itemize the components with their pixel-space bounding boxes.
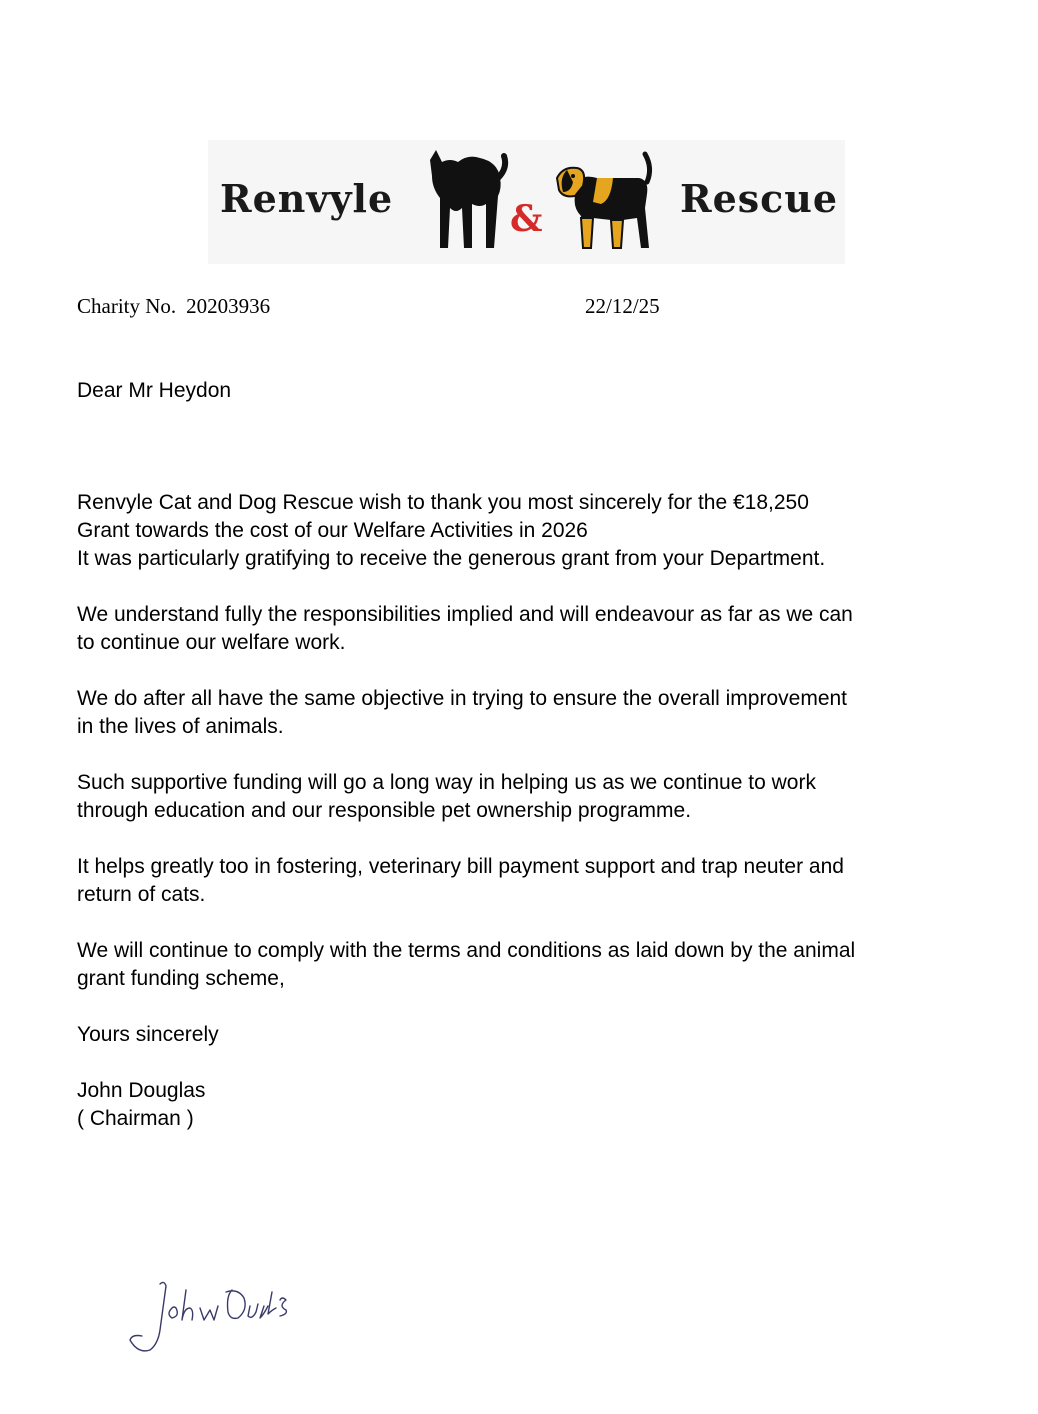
logo-ampersand: &: [510, 198, 543, 240]
logo-word-rescue: Rescue: [680, 176, 839, 221]
salutation: Dear Mr Heydon: [77, 379, 232, 402]
cat-silhouette-icon: [420, 148, 510, 258]
paragraph-compliance: We will continue to comply with the terms and conditions as laid down by the animal grant funding scheme,: [77, 939, 856, 990]
letter-date: 22/12/25: [585, 294, 660, 318]
paragraph-thanks: Renvyle Cat and Dog Rescue wish to thank you most sincerely for the €18,250 Grant towards the cost of our Welfare Activities in 2026 It was particularly gratifying to receive the generous grant from your Department.: [77, 491, 826, 570]
charity-number: 20203936: [186, 294, 271, 318]
letterhead-logo: [208, 140, 845, 264]
paragraph-responsibilities: We understand fully the responsibilities implied and will endeavour as far as we can to continue our welfare work.: [77, 603, 853, 654]
charity-label: Charity No.: [77, 294, 177, 318]
charity-number-line: [77, 294, 270, 319]
paragraph-objective: We do after all have the same objective in trying to ensure the overall improvement in the lives of animals.: [77, 687, 848, 738]
paragraph-funding: Such supportive funding will go a long way in helping us as we continue to work through education and our responsible pet ownership programme.: [77, 771, 816, 822]
signatory-title: ( Chairman ): [77, 1107, 194, 1130]
paragraph-fostering: It helps greatly too in fostering, veterinary bill payment support and trap neuter and return of cats.: [77, 855, 844, 906]
dog-silhouette-icon: [553, 148, 663, 258]
logo-word-renvyle: Renvyle: [220, 176, 394, 221]
signatory-name: John Douglas: [77, 1079, 206, 1102]
handwritten-signature: [120, 1270, 290, 1360]
closing: Yours sincerely: [77, 1023, 219, 1046]
